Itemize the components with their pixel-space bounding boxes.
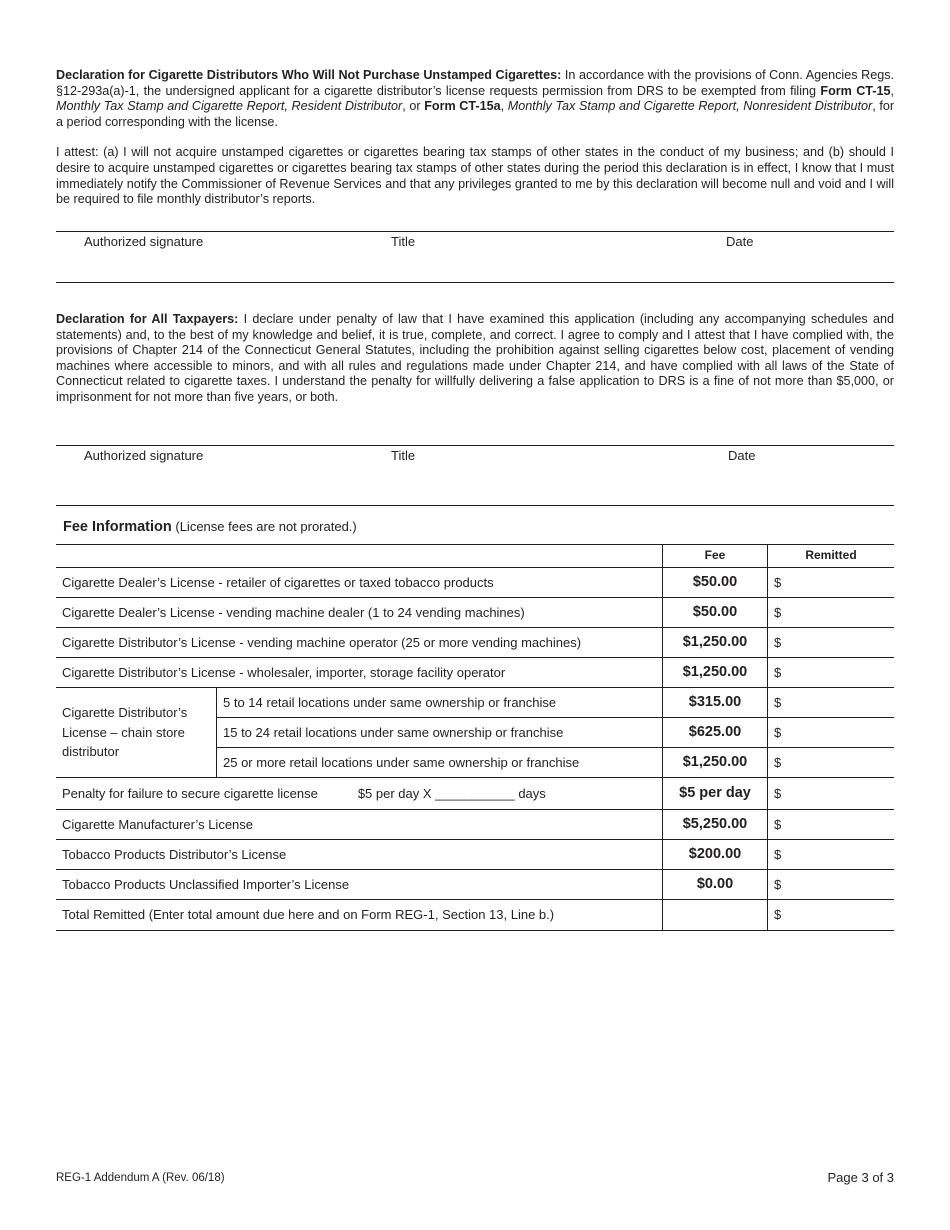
remitted-field[interactable]: [768, 840, 895, 870]
table-row: [56, 870, 894, 900]
penalty-row: [56, 778, 894, 810]
currency: $: [774, 574, 782, 590]
currency: $: [774, 816, 782, 832]
declaration-title: Declaration for Cigarette Distributors Who Will Not Purchase Unstamped Cigarettes:: [56, 68, 562, 82]
table-row: [56, 628, 894, 658]
form-title: Monthly Tax Stamp and Cigarette Report, Resident Distributor: [56, 99, 403, 114]
fee-title: Fee Information: [63, 519, 172, 535]
remitted-field[interactable]: [768, 568, 895, 598]
table-row: [56, 688, 894, 718]
currency: $: [774, 664, 782, 680]
row-fee: $50.00: [663, 568, 768, 598]
fee-heading: [63, 519, 357, 536]
total-row: [56, 900, 894, 931]
date-label: Date: [728, 448, 756, 463]
declaration-title: Declaration for All Taxpayers:: [56, 312, 239, 326]
days-field[interactable]: ___________: [435, 785, 515, 801]
currency: $: [774, 724, 782, 740]
currency: $: [774, 846, 782, 862]
header-remitted: Remitted: [768, 545, 895, 568]
fee-subtitle: (License fees are not prorated.): [171, 519, 357, 534]
currency: $: [774, 876, 782, 892]
form-id: REG-1 Addendum A (Rev. 06/18): [56, 1172, 225, 1184]
form-title: Monthly Tax Stamp and Cigarette Report, Nonresident Distributor: [507, 99, 873, 114]
days-label: days: [518, 785, 546, 801]
row-label: Cigarette Dealer’s License - retailer of cigarettes or taxed tobacco products: [56, 568, 663, 598]
sep: ,: [500, 99, 508, 114]
row-fee: $50.00: [663, 598, 768, 628]
signature-line[interactable]: [56, 445, 894, 446]
remitted-field[interactable]: [768, 748, 895, 778]
total-remitted-field[interactable]: [768, 900, 895, 931]
signature-label: Authorized signature: [84, 234, 204, 249]
table-header: [56, 545, 894, 568]
declaration-text: I declare under penalty of law that I have examined this application (including any accompanying schedules and statements) and, to the best of my knowledge and belief, it is true, complete, and correct. I agree to comply and I attest that I have complied with, the provisions of Chapter 214 of the Connecticut General Statutes, including the prohibition against selling cigarettes below cost, placement of vending machines where accessible to minors, and with all rules and regulations made under Chapter 214, and have complied with all laws of the State of Connecticut related to cigarette taxes. I understand the penalty for willfully delivering a false application to DRS is a fine of not more than $5,000, or imprisonment for not more than five years, or both.: [56, 312, 894, 404]
table-row: [56, 810, 894, 840]
currency: $: [774, 754, 782, 770]
title-label: Title: [391, 234, 416, 249]
row-fee: $1,250.00: [663, 658, 768, 688]
row-fee: $5 per day: [663, 778, 768, 810]
remitted-field[interactable]: [768, 778, 895, 810]
signature-line[interactable]: [56, 231, 894, 232]
declaration-text: In accordance with the provisions of Conn. Agencies Regs. §12-293a(a)-1, the undersigned applicant for a cigarette distributor’s license requests permission from DRS to be exempted from filing: [56, 68, 894, 98]
page-number: Page 3 of 3: [827, 1170, 894, 1185]
row-label: 15 to 24 retail locations under same ownership or franchise: [217, 718, 663, 748]
header-blank: [56, 545, 663, 568]
row-label: Cigarette Dealer’s License - vending machine dealer (1 to 24 vending machines): [56, 598, 663, 628]
currency: $: [774, 634, 782, 650]
row-fee: $200.00: [663, 840, 768, 870]
row-label: 25 or more retail locations under same ownership or franchise: [217, 748, 663, 778]
row-label: 5 to 14 retail locations under same ownership or franchise: [217, 688, 663, 718]
declaration-distributors: [56, 68, 894, 208]
row-label: Cigarette Manufacturer’s License: [56, 810, 663, 840]
table-row: [56, 598, 894, 628]
sep: ,: [890, 83, 894, 98]
row-label: Cigarette Distributor’s License - vending machine operator (25 or more vending machines): [56, 628, 663, 658]
row-fee: $315.00: [663, 688, 768, 718]
row-label: Penalty for failure to secure cigarette license: [62, 785, 318, 801]
penalty-calc: $5 per day X: [357, 785, 432, 801]
row-label: Cigarette Distributor’s License - wholesaler, importer, storage facility operator: [56, 658, 663, 688]
remitted-field[interactable]: [768, 628, 895, 658]
row-fee: $0.00: [663, 870, 768, 900]
divider: [56, 505, 894, 506]
row-fee: $5,250.00: [663, 810, 768, 840]
row-label: Tobacco Products Unclassified Importer’s License: [56, 870, 663, 900]
total-fee-blank: [663, 900, 768, 931]
row-fee: $1,250.00: [663, 748, 768, 778]
total-label: Total Remitted (Enter total amount due here and on Form REG-1, Section 13, Line b.): [56, 900, 663, 931]
currency: $: [774, 907, 782, 923]
row-label: Tobacco Products Distributor’s License: [56, 840, 663, 870]
currency: $: [774, 694, 782, 710]
form-ref: Form CT-15a: [424, 99, 501, 114]
fee-table: [56, 544, 894, 931]
currency: $: [774, 785, 782, 801]
remitted-field[interactable]: [768, 598, 895, 628]
remitted-field[interactable]: [768, 658, 895, 688]
row-fee: $1,250.00: [663, 628, 768, 658]
table-row: [56, 658, 894, 688]
remitted-field[interactable]: [768, 810, 895, 840]
signature-label: Authorized signature: [84, 448, 204, 463]
declaration-all-taxpayers: [56, 312, 894, 406]
remitted-field[interactable]: [768, 718, 895, 748]
divider: [56, 282, 894, 283]
declaration-text: , for a period corresponding with the license.: [56, 99, 895, 129]
table-row: [56, 840, 894, 870]
date-label: Date: [726, 234, 754, 249]
table-row: [56, 568, 894, 598]
form-ref: Form CT-15: [820, 83, 891, 98]
currency: $: [774, 604, 782, 620]
remitted-field[interactable]: [768, 870, 895, 900]
remitted-field[interactable]: [768, 688, 895, 718]
chain-store-label: Cigarette Distributor’s License – chain store distributor: [56, 688, 217, 778]
attest-text: I attest: (a) I will not acquire unstamped cigarettes or cigarettes bearing tax stamps of other states in the conduct of my business; and (b) should I desire to acquire unstamped cigarettes or cigarettes bearing tax stamps of other states during the period this declaration is in effect, I know that I must immediately notify the Commissioner of Revenue Services and that any privileges granted to me by this declaration will become null and void and I will be required to file monthly distributor’s reports.: [56, 145, 894, 207]
sep: , or: [402, 99, 425, 114]
header-fee: Fee: [663, 545, 768, 568]
title-label: Title: [391, 448, 416, 463]
row-fee: $625.00: [663, 718, 768, 748]
